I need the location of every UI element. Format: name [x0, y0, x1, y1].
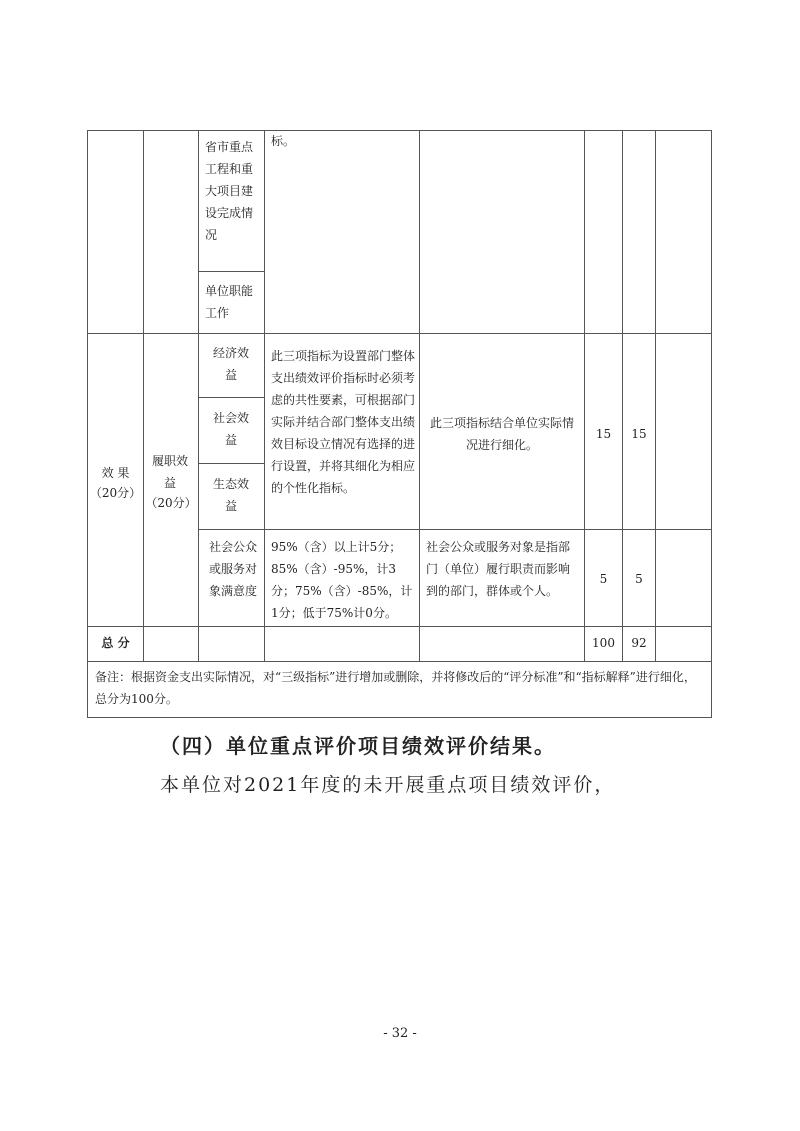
indicator-level3: 省市重点工程和重大项目建设完成情况: [205, 140, 254, 242]
row-divider: [198, 463, 264, 464]
table-border-left: [87, 130, 88, 718]
indicator-explanation: 社会公众或服务对象是指部门（单位）履行职责而影响到的部门，群体或个人。: [426, 540, 571, 598]
indicator-level3: 生态效益: [212, 477, 249, 513]
column-divider: [143, 130, 144, 662]
score-standard: 15: [595, 427, 612, 441]
row-divider: [87, 626, 712, 627]
table-note: 备注：根据资金支出实际情况，对“三级指标”进行增加或删除，并将修改后的“评分标准”和“指标解释”进行细化，总分为100分。: [95, 670, 696, 706]
indicator-level3: 社会效益: [212, 411, 249, 447]
indicator-level3: 经济效益: [212, 346, 249, 382]
row-divider: [87, 661, 712, 662]
column-divider: [264, 130, 265, 662]
scoring-criteria: 此三项指标为设置部门整体支出绩效评价指标时必须考虑的共性要素，可根据部门实际并结合部门整体支出绩效目标设立情况有选择的进行设置，并将其细化为相应的个性化指标。: [271, 349, 416, 495]
row-divider: [198, 397, 264, 398]
score-standard: 5: [599, 572, 608, 586]
page-number: - 32 -: [383, 1026, 417, 1041]
section-heading: （四）单位重点评价项目绩效评价结果。: [160, 734, 556, 758]
row-divider: [198, 271, 264, 272]
score-actual: 15: [631, 427, 647, 441]
indicator-level2-score: （20分）: [145, 496, 197, 510]
column-divider: [419, 130, 420, 662]
scoring-criteria: 95%（含）以上计5分；85%（含）-95%，计3分；75%（含）-85%，计1分；低于75%计0分。: [271, 540, 413, 620]
indicator-level3: 单位职能工作: [205, 284, 254, 320]
row-divider: [198, 529, 712, 530]
scoring-criteria: 标。: [271, 134, 296, 148]
score-actual: 5: [635, 572, 643, 586]
indicator-explanation: 此三项指标结合单位实际情况进行细化。: [429, 416, 574, 452]
total-label: 总 分: [101, 636, 130, 650]
body-paragraph: 本单位对2021年度的未开展重点项目绩效评价，: [160, 774, 616, 796]
indicator-level2: 履职效益: [151, 454, 188, 490]
table-border-right: [711, 130, 712, 718]
column-divider: [655, 130, 656, 662]
row-divider: [87, 333, 712, 334]
table-border-bottom: [87, 717, 712, 718]
indicator-level1-score: （20分）: [89, 486, 142, 500]
indicator-level3: 社会公众或服务对象满意度: [209, 540, 258, 598]
indicator-level1: 效 果: [101, 466, 130, 480]
total-score-standard: 100: [592, 636, 615, 650]
total-score-actual: 92: [631, 636, 647, 650]
column-divider: [198, 130, 199, 662]
